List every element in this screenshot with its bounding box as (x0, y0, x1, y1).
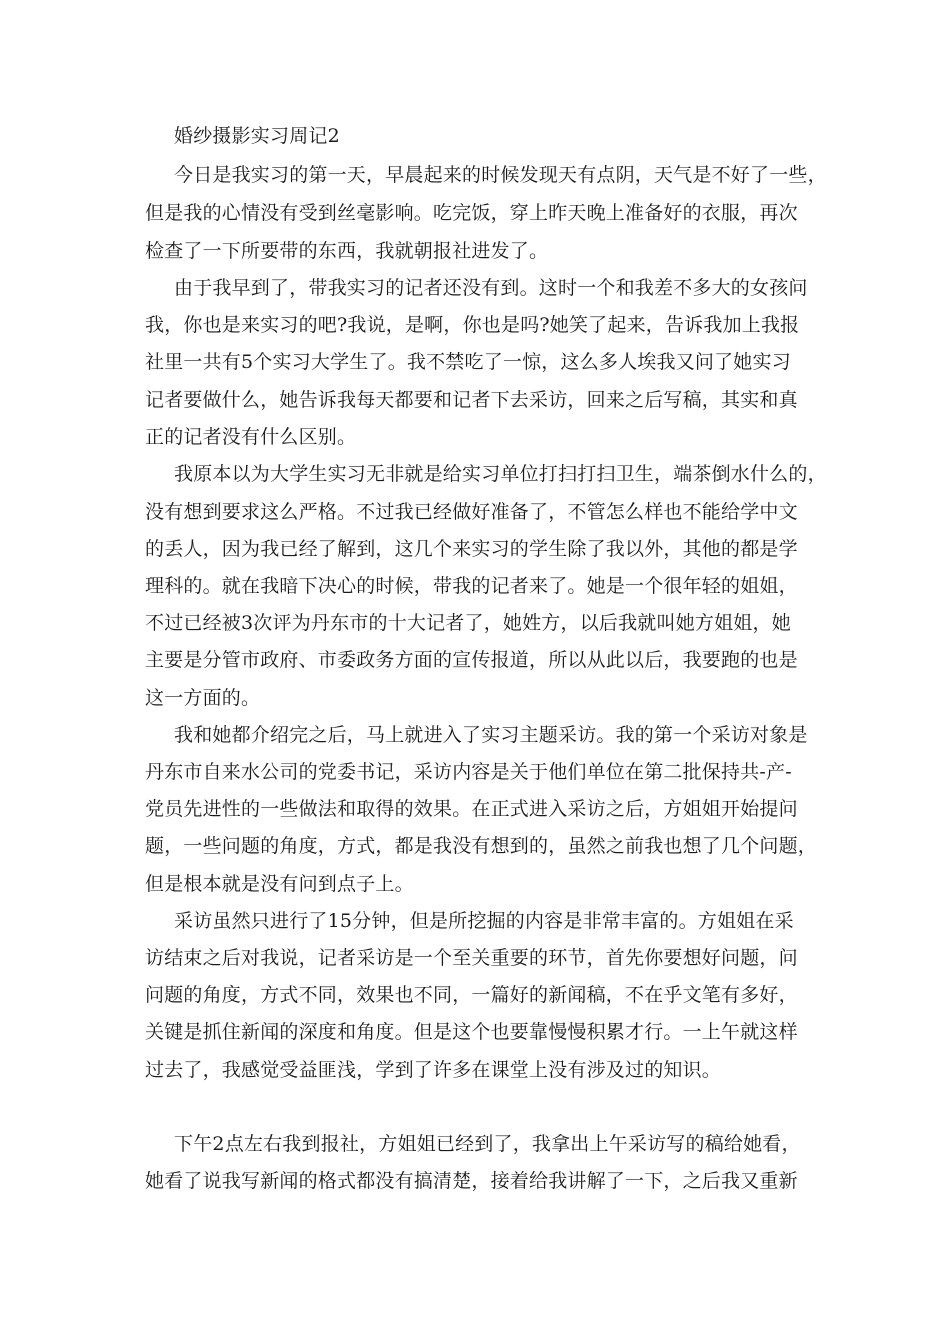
paragraph-line: 记者要做什么，她告诉我每天都要和记者下去采访，回来之后写稿，其实和真 (145, 389, 798, 411)
paragraph-line: 正的记者没有什么区别。 (145, 426, 357, 448)
document-title: 婚纱摄影实习周记2 (174, 125, 340, 147)
paragraph-line: 但是根本就是没有问到点子上。 (145, 873, 414, 895)
paragraph-line: 关键是抓住新闻的深度和角度。但是这个也要靠慢慢积累才行。一上午就这样 (145, 1021, 798, 1043)
paragraph-line: 过去了，我感觉受益匪浅，学到了许多在课堂上没有涉及过的知识。 (145, 1059, 722, 1081)
paragraph-line: 丹东市自来水公司的党委书记，采访内容是关于他们单位在第二批保持共-产- (145, 761, 792, 783)
paragraph-line: 但是我的心情没有受到丝毫影响。吃完饭，穿上昨天晚上准备好的衣服，再次 (145, 202, 798, 224)
paragraph-line: 社里一共有5个实习大学生了。我不禁吃了一惊，这么多人埃我又问了她实习 (145, 351, 791, 373)
paragraph-line: 由于我早到了，带我实习的记者还没有到。这时一个和我差不多大的女孩问 (174, 277, 808, 299)
paragraph-line: 党员先进性的一些做法和取得的效果。在正式进入采访之后，方姐姐开始提问 (145, 798, 798, 820)
paragraph-line: 主要是分管市政府、市委政务方面的宣传报道，所以从此以后，我要跑的也是 (145, 649, 798, 671)
paragraph-line: 下午2点左右我到报社，方姐姐已经到了，我拿出上午采访写的稿给她看， (174, 1133, 801, 1155)
paragraph-line: 她看了说我写新闻的格式都没有搞清楚，接着给我讲解了一下，之后我又重新 (145, 1170, 798, 1192)
paragraph-line: 的丢人，因为我已经了解到，这几个来实习的学生除了我以外，其他的都是学 (145, 538, 798, 560)
paragraph-line: 采访虽然只进行了15分钟，但是所挖掘的内容是非常丰富的。方姐姐在采 (174, 910, 794, 932)
paragraph-line: 我和她都介绍完之后，马上就进入了实习主题采访。我的第一个采访对象是 (174, 724, 808, 746)
paragraph-line: 题，一些问题的角度，方式，都是我没有想到的，虽然之前我也想了几个问题， (145, 835, 818, 857)
paragraph-line: 我原本以为大学生实习无非就是给实习单位打扫打扫卫生，端茶倒水什么的， (174, 463, 827, 485)
paragraph-line: 访结束之后对我说，记者采访是一个至关重要的环节，首先你要想好问题，问 (145, 947, 798, 969)
paragraph-line: 检查了一下所要带的东西，我就朝报社进发了。 (145, 240, 549, 262)
paragraph-line: 我，你也是来实习的吧?我说，是啊，你也是吗?她笑了起来，告诉我加上我报 (145, 314, 800, 336)
paragraph-line: 这一方面的。 (145, 687, 261, 709)
paragraph-line: 没有想到要求这么严格。不过我已经做好准备了，不管怎么样也不能给学中文 (145, 501, 798, 523)
paragraph-line: 今日是我实习的第一天，早晨起来的时候发现天有点阴，天气是不好了一些， (174, 164, 827, 186)
paragraph-line: 问题的角度，方式不同，效果也不同，一篇好的新闻稿，不在乎文笔有多好， (145, 984, 798, 1006)
paragraph-line: 不过已经被3次评为丹东市的十大记者了，她姓方，以后我就叫她方姐姐，她 (145, 612, 791, 634)
paragraph-line: 理科的。就在我暗下决心的时候，带我的记者来了。她是一个很年轻的姐姐， (145, 575, 798, 597)
